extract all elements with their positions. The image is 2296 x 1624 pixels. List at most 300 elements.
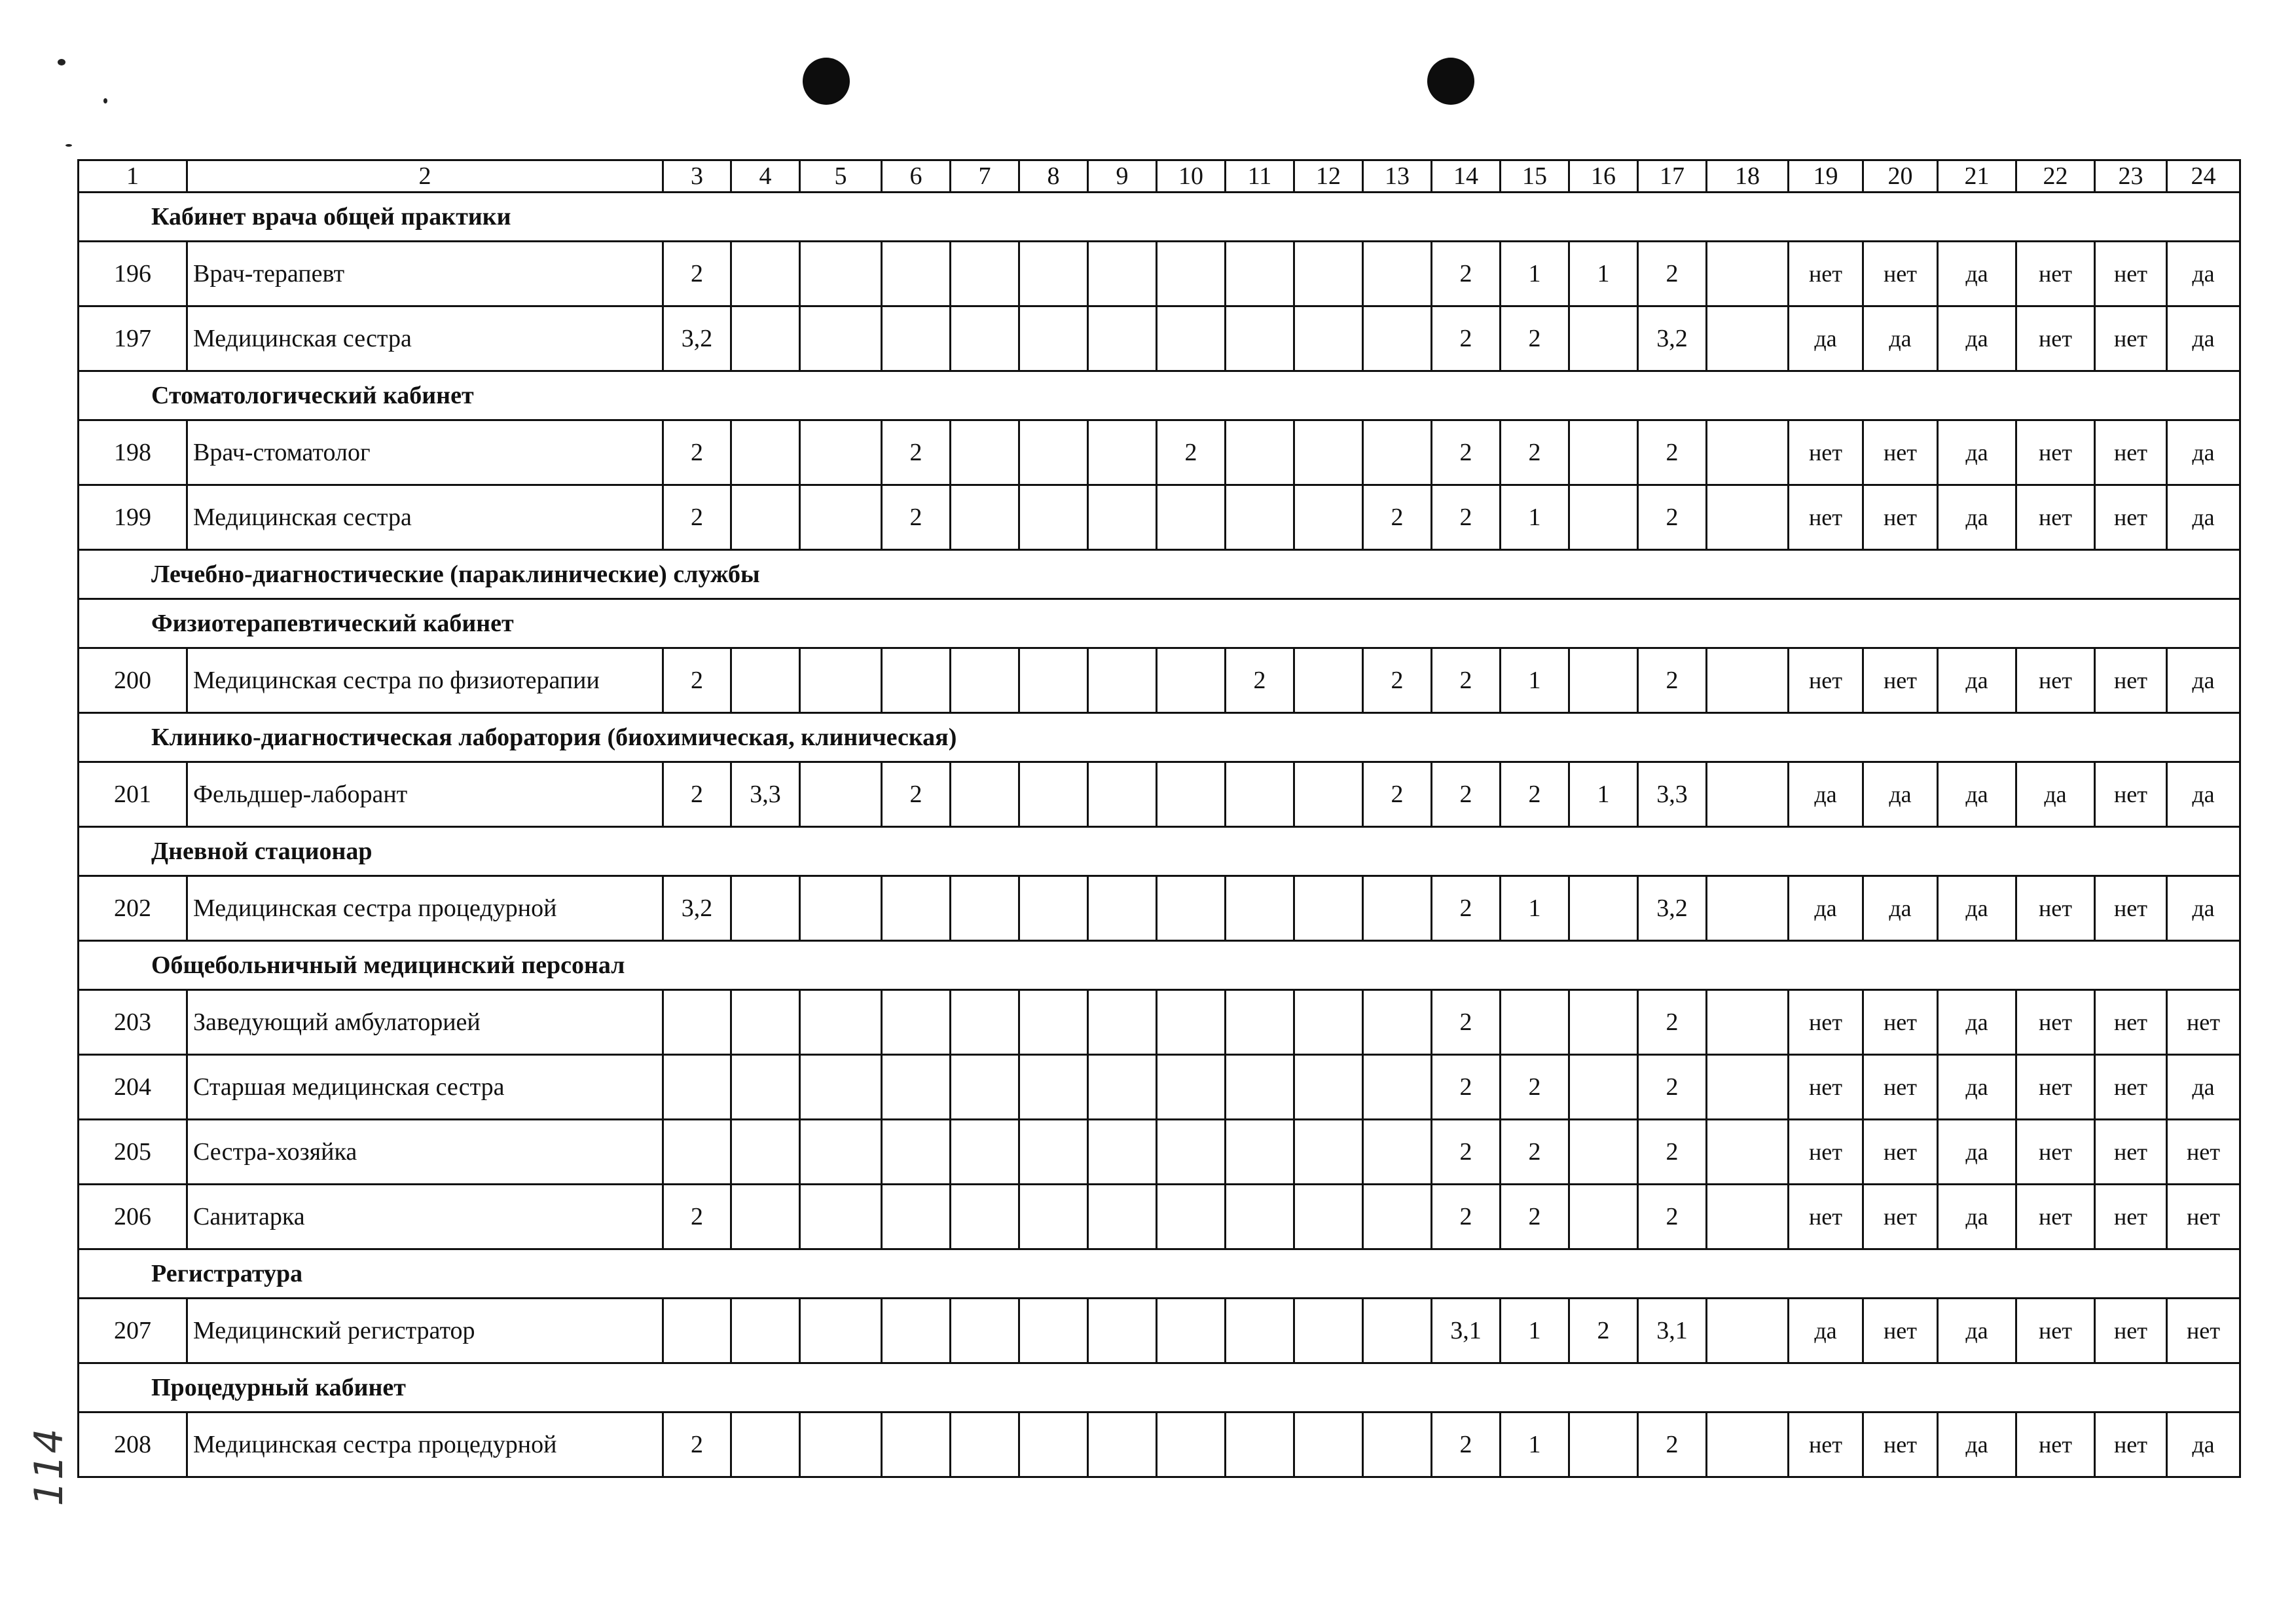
value-cell: 1	[1569, 242, 1638, 306]
value-cell	[1226, 485, 1294, 550]
value-cell	[1157, 1299, 1226, 1363]
yes-no-cell: нет	[1863, 242, 1938, 306]
value-cell	[1157, 1055, 1226, 1120]
value-cell	[1157, 876, 1226, 941]
value-cell	[1157, 242, 1226, 306]
value-cell	[1363, 306, 1432, 371]
value-cell	[882, 990, 951, 1055]
value-cell	[1019, 485, 1088, 550]
yes-no-cell: нет	[2016, 990, 2095, 1055]
table-row	[79, 420, 2240, 485]
value-cell	[1019, 648, 1088, 713]
yes-no-cell: да	[2167, 242, 2240, 306]
value-cell	[1226, 306, 1294, 371]
yes-no-cell: да	[1938, 762, 2016, 827]
yes-no-cell: да	[1938, 990, 2016, 1055]
yes-no-cell: нет	[2095, 762, 2167, 827]
value-cell: 2	[882, 420, 951, 485]
table-row	[79, 1185, 2240, 1249]
yes-no-cell: да	[2167, 762, 2240, 827]
value-cell	[663, 990, 731, 1055]
value-cell	[1569, 1412, 1638, 1477]
value-cell	[1226, 1055, 1294, 1120]
section-title: Регистратура	[79, 1249, 2240, 1299]
value-cell: 2	[663, 485, 731, 550]
value-cell	[1569, 1120, 1638, 1185]
value-cell: 2	[1157, 420, 1226, 485]
value-cell	[882, 1412, 951, 1477]
table-row	[79, 242, 2240, 306]
value-cell	[1157, 485, 1226, 550]
column-number-cell: 23	[2095, 160, 2167, 193]
value-cell	[1019, 306, 1088, 371]
value-cell	[951, 420, 1019, 485]
yes-no-cell: нет	[1789, 485, 1863, 550]
value-cell	[1294, 306, 1363, 371]
value-cell: 2	[1638, 1185, 1707, 1249]
value-cell: 2	[1501, 1120, 1569, 1185]
value-cell	[731, 1299, 800, 1363]
yes-no-cell: да	[1863, 876, 1938, 941]
value-cell	[1569, 420, 1638, 485]
yes-no-cell: нет	[2016, 1299, 2095, 1363]
yes-no-cell: да	[1938, 485, 2016, 550]
value-cell: 1	[1501, 1412, 1569, 1477]
column-number-cell: 6	[882, 160, 951, 193]
value-cell: 2	[1432, 990, 1501, 1055]
value-cell: 2	[1432, 420, 1501, 485]
value-cell: 2	[1638, 485, 1707, 550]
value-cell: 2	[1363, 648, 1432, 713]
yes-no-cell: да	[1938, 1120, 2016, 1185]
staff-table	[77, 159, 2241, 1478]
column-number-cell: 4	[731, 160, 800, 193]
value-cell	[1088, 990, 1157, 1055]
section-row	[79, 193, 2240, 242]
value-cell	[951, 762, 1019, 827]
value-cell: 3,1	[1638, 1299, 1707, 1363]
yes-no-cell: нет	[1789, 420, 1863, 485]
value-cell	[882, 1299, 951, 1363]
yes-no-cell: нет	[2016, 1120, 2095, 1185]
value-cell	[1088, 876, 1157, 941]
value-cell	[1501, 990, 1569, 1055]
value-cell	[800, 242, 882, 306]
value-cell	[1294, 762, 1363, 827]
yes-no-cell: нет	[2016, 242, 2095, 306]
value-cell: 2	[1638, 648, 1707, 713]
value-cell	[663, 1120, 731, 1185]
yes-no-cell: да	[1863, 762, 1938, 827]
yes-no-cell: да	[1938, 242, 2016, 306]
value-cell	[731, 1055, 800, 1120]
yes-no-cell: да	[1789, 1299, 1863, 1363]
value-cell: 2	[1501, 420, 1569, 485]
value-cell: 3,2	[663, 876, 731, 941]
value-cell: 2	[1501, 762, 1569, 827]
position-name-cell: Медицинская сестра	[187, 306, 663, 371]
position-name-cell: Медицинская сестра по физиотерапии	[187, 648, 663, 713]
value-cell: 2	[663, 1412, 731, 1477]
section-title: Лечебно-диагностические (параклинические) службы	[79, 550, 2240, 599]
position-name-cell: Медицинская сестра процедурной	[187, 876, 663, 941]
column-number-cell: 2	[187, 160, 663, 193]
value-cell: 2	[1638, 1120, 1707, 1185]
column-number-cell: 9	[1088, 160, 1157, 193]
value-cell: 2	[1226, 648, 1294, 713]
value-cell	[1157, 1185, 1226, 1249]
punch-hole-right	[1427, 58, 1474, 105]
scan-speck	[58, 59, 65, 65]
value-cell	[1294, 1412, 1363, 1477]
value-cell	[1019, 242, 1088, 306]
yes-no-cell: нет	[1863, 990, 1938, 1055]
section-row	[79, 713, 2240, 762]
yes-no-cell: да	[1789, 876, 1863, 941]
value-cell	[731, 485, 800, 550]
value-cell	[1294, 1055, 1363, 1120]
value-cell: 2	[663, 762, 731, 827]
column-number-cell: 8	[1019, 160, 1088, 193]
value-cell	[1019, 876, 1088, 941]
value-cell: 2	[1432, 1185, 1501, 1249]
value-cell	[1294, 876, 1363, 941]
table-row	[79, 990, 2240, 1055]
column-number-cell: 11	[1226, 160, 1294, 193]
value-cell	[1569, 990, 1638, 1055]
yes-no-cell: да	[1863, 306, 1938, 371]
yes-no-cell: нет	[1863, 1185, 1938, 1249]
value-cell	[1294, 485, 1363, 550]
value-cell	[1569, 876, 1638, 941]
row-number-cell: 205	[79, 1120, 187, 1185]
value-cell	[951, 1185, 1019, 1249]
value-cell: 2	[1501, 1055, 1569, 1120]
value-cell: 2	[1638, 1055, 1707, 1120]
value-cell	[1226, 990, 1294, 1055]
section-row	[79, 941, 2240, 990]
value-cell	[800, 1412, 882, 1477]
value-cell	[1088, 1055, 1157, 1120]
value-cell	[1088, 242, 1157, 306]
value-cell	[1363, 1055, 1432, 1120]
value-cell: 2	[1432, 1412, 1501, 1477]
yes-no-cell: нет	[2095, 1299, 2167, 1363]
value-cell	[663, 1055, 731, 1120]
value-cell	[1088, 648, 1157, 713]
section-row	[79, 371, 2240, 420]
scan-speck	[65, 144, 72, 147]
column-number-cell: 5	[800, 160, 882, 193]
value-cell: 2	[1432, 876, 1501, 941]
value-cell	[800, 1055, 882, 1120]
value-cell: 2	[1363, 485, 1432, 550]
value-cell	[1707, 306, 1789, 371]
position-name-cell: Медицинский регистратор	[187, 1299, 663, 1363]
column-number-cell: 21	[1938, 160, 2016, 193]
yes-no-cell: да	[2016, 762, 2095, 827]
value-cell	[951, 1412, 1019, 1477]
value-cell	[882, 306, 951, 371]
row-number-cell: 204	[79, 1055, 187, 1120]
yes-no-cell: нет	[2167, 1120, 2240, 1185]
yes-no-cell: да	[1938, 1185, 2016, 1249]
value-cell	[1088, 1120, 1157, 1185]
value-cell: 3,2	[1638, 876, 1707, 941]
position-name-cell: Сестра-хозяйка	[187, 1120, 663, 1185]
value-cell	[1019, 1185, 1088, 1249]
value-cell	[731, 1412, 800, 1477]
value-cell	[731, 990, 800, 1055]
margin-page-number: 114	[26, 1427, 72, 1506]
value-cell	[1294, 990, 1363, 1055]
value-cell: 2	[882, 485, 951, 550]
value-cell: 2	[1432, 1055, 1501, 1120]
value-cell	[731, 1185, 800, 1249]
value-cell	[800, 876, 882, 941]
row-number-cell: 206	[79, 1185, 187, 1249]
row-number-cell: 199	[79, 485, 187, 550]
yes-no-cell: нет	[1863, 420, 1938, 485]
value-cell	[1363, 876, 1432, 941]
table-row	[79, 762, 2240, 827]
value-cell	[1707, 1055, 1789, 1120]
value-cell: 2	[1432, 306, 1501, 371]
value-cell	[1226, 876, 1294, 941]
value-cell	[1569, 648, 1638, 713]
yes-no-cell: да	[1789, 306, 1863, 371]
value-cell	[1226, 1412, 1294, 1477]
value-cell	[882, 1055, 951, 1120]
value-cell	[1294, 648, 1363, 713]
column-number-cell: 12	[1294, 160, 1363, 193]
row-number-cell: 197	[79, 306, 187, 371]
column-number-cell: 20	[1863, 160, 1938, 193]
yes-no-cell: да	[1938, 306, 2016, 371]
value-cell	[1707, 420, 1789, 485]
value-cell	[951, 242, 1019, 306]
value-cell	[731, 306, 800, 371]
yes-no-cell: нет	[2095, 485, 2167, 550]
yes-no-cell: нет	[2095, 1412, 2167, 1477]
yes-no-cell: нет	[2095, 420, 2167, 485]
value-cell: 1	[1501, 1299, 1569, 1363]
value-cell: 2	[1638, 420, 1707, 485]
value-cell	[1157, 306, 1226, 371]
table-row	[79, 1120, 2240, 1185]
value-cell	[1363, 1299, 1432, 1363]
position-name-cell: Санитарка	[187, 1185, 663, 1249]
value-cell	[1363, 1412, 1432, 1477]
value-cell	[1707, 485, 1789, 550]
value-cell	[882, 1185, 951, 1249]
table-row	[79, 1299, 2240, 1363]
position-name-cell: Медицинская сестра процедурной	[187, 1412, 663, 1477]
value-cell	[1569, 485, 1638, 550]
value-cell	[1707, 990, 1789, 1055]
value-cell: 2	[1363, 762, 1432, 827]
yes-no-cell: нет	[2095, 648, 2167, 713]
value-cell: 2	[1638, 1412, 1707, 1477]
position-name-cell: Медицинская сестра	[187, 485, 663, 550]
yes-no-cell: да	[2167, 876, 2240, 941]
yes-no-cell: нет	[2095, 876, 2167, 941]
value-cell: 3,2	[663, 306, 731, 371]
value-cell	[1088, 1185, 1157, 1249]
table-row	[79, 485, 2240, 550]
section-title: Клинико-диагностическая лаборатория (биохимическая, клиническая)	[79, 713, 2240, 762]
column-number-cell: 24	[2167, 160, 2240, 193]
value-cell: 3,1	[1432, 1299, 1501, 1363]
yes-no-cell: нет	[2016, 485, 2095, 550]
value-cell: 2	[663, 420, 731, 485]
value-cell	[663, 1299, 731, 1363]
section-title: Процедурный кабинет	[79, 1363, 2240, 1412]
yes-no-cell: нет	[1789, 1055, 1863, 1120]
value-cell: 2	[1432, 648, 1501, 713]
value-cell	[1226, 242, 1294, 306]
value-cell	[1019, 1120, 1088, 1185]
value-cell: 2	[1501, 1185, 1569, 1249]
position-name-cell: Врач-терапевт	[187, 242, 663, 306]
value-cell	[1157, 648, 1226, 713]
value-cell	[1294, 242, 1363, 306]
yes-no-cell: нет	[2095, 242, 2167, 306]
column-number-cell: 17	[1638, 160, 1707, 193]
value-cell: 2	[1432, 485, 1501, 550]
yes-no-cell: нет	[2167, 1185, 2240, 1249]
value-cell	[1707, 242, 1789, 306]
staff-table-body	[79, 160, 2240, 1477]
section-title: Стоматологический кабинет	[79, 371, 2240, 420]
value-cell	[1019, 1299, 1088, 1363]
row-number-cell: 198	[79, 420, 187, 485]
value-cell	[1294, 1299, 1363, 1363]
yes-no-cell: да	[2167, 1055, 2240, 1120]
value-cell	[1019, 762, 1088, 827]
value-cell: 1	[1501, 648, 1569, 713]
value-cell	[800, 1185, 882, 1249]
yes-no-cell: нет	[1789, 990, 1863, 1055]
value-cell: 2	[663, 1185, 731, 1249]
yes-no-cell: да	[1938, 1299, 2016, 1363]
value-cell	[1019, 1055, 1088, 1120]
position-name-cell: Старшая медицинская сестра	[187, 1055, 663, 1120]
section-row	[79, 1363, 2240, 1412]
yes-no-cell: нет	[1863, 1055, 1938, 1120]
yes-no-cell: нет	[2095, 1120, 2167, 1185]
value-cell	[1088, 1299, 1157, 1363]
yes-no-cell: да	[2167, 306, 2240, 371]
value-cell	[1019, 990, 1088, 1055]
value-cell	[800, 1120, 882, 1185]
table-row	[79, 876, 2240, 941]
column-number-cell: 3	[663, 160, 731, 193]
yes-no-cell: нет	[2167, 990, 2240, 1055]
column-number-cell: 7	[951, 160, 1019, 193]
yes-no-cell: да	[2167, 1412, 2240, 1477]
value-cell	[1157, 990, 1226, 1055]
value-cell	[951, 990, 1019, 1055]
column-number-cell: 13	[1363, 160, 1432, 193]
value-cell: 1	[1569, 762, 1638, 827]
value-cell	[1226, 1299, 1294, 1363]
row-number-cell: 200	[79, 648, 187, 713]
value-cell	[1569, 1185, 1638, 1249]
value-cell: 1	[1501, 485, 1569, 550]
value-cell	[731, 648, 800, 713]
value-cell	[951, 485, 1019, 550]
value-cell	[731, 242, 800, 306]
value-cell	[882, 648, 951, 713]
row-number-cell: 196	[79, 242, 187, 306]
value-cell	[951, 648, 1019, 713]
row-number-cell: 202	[79, 876, 187, 941]
yes-no-cell: нет	[2016, 306, 2095, 371]
value-cell	[1363, 990, 1432, 1055]
value-cell	[800, 420, 882, 485]
yes-no-cell: нет	[2016, 648, 2095, 713]
yes-no-cell: нет	[2016, 1412, 2095, 1477]
yes-no-cell: да	[1938, 876, 2016, 941]
section-title: Общебольничный медицинский персонал	[79, 941, 2240, 990]
yes-no-cell: нет	[1863, 1299, 1938, 1363]
value-cell	[951, 306, 1019, 371]
value-cell	[800, 990, 882, 1055]
value-cell	[951, 876, 1019, 941]
value-cell	[731, 420, 800, 485]
value-cell: 3,2	[1638, 306, 1707, 371]
yes-no-cell: нет	[2167, 1299, 2240, 1363]
yes-no-cell: нет	[1789, 648, 1863, 713]
value-cell	[1226, 1185, 1294, 1249]
value-cell: 1	[1501, 242, 1569, 306]
section-row	[79, 827, 2240, 876]
yes-no-cell: нет	[2016, 1055, 2095, 1120]
value-cell: 3,3	[731, 762, 800, 827]
value-cell	[882, 1120, 951, 1185]
yes-no-cell: нет	[1789, 242, 1863, 306]
yes-no-cell: да	[1938, 1412, 2016, 1477]
column-number-cell: 1	[79, 160, 187, 193]
value-cell	[951, 1299, 1019, 1363]
row-number-cell: 207	[79, 1299, 187, 1363]
value-cell	[1707, 1185, 1789, 1249]
column-number-cell: 10	[1157, 160, 1226, 193]
value-cell	[1019, 1412, 1088, 1477]
value-cell	[1569, 306, 1638, 371]
section-row	[79, 599, 2240, 648]
value-cell	[1157, 762, 1226, 827]
value-cell	[882, 876, 951, 941]
value-cell	[1226, 420, 1294, 485]
position-name-cell: Фельдшер-лаборант	[187, 762, 663, 827]
value-cell	[1363, 420, 1432, 485]
table-row	[79, 648, 2240, 713]
table-row	[79, 1055, 2240, 1120]
yes-no-cell: нет	[1789, 1120, 1863, 1185]
column-number-cell: 15	[1501, 160, 1569, 193]
value-cell	[1226, 762, 1294, 827]
value-cell	[1294, 1185, 1363, 1249]
yes-no-cell: нет	[1789, 1185, 1863, 1249]
column-number-cell: 19	[1789, 160, 1863, 193]
value-cell: 2	[1432, 242, 1501, 306]
row-number-cell: 208	[79, 1412, 187, 1477]
punch-hole-left	[803, 58, 850, 105]
value-cell	[1707, 648, 1789, 713]
value-cell: 2	[1638, 990, 1707, 1055]
